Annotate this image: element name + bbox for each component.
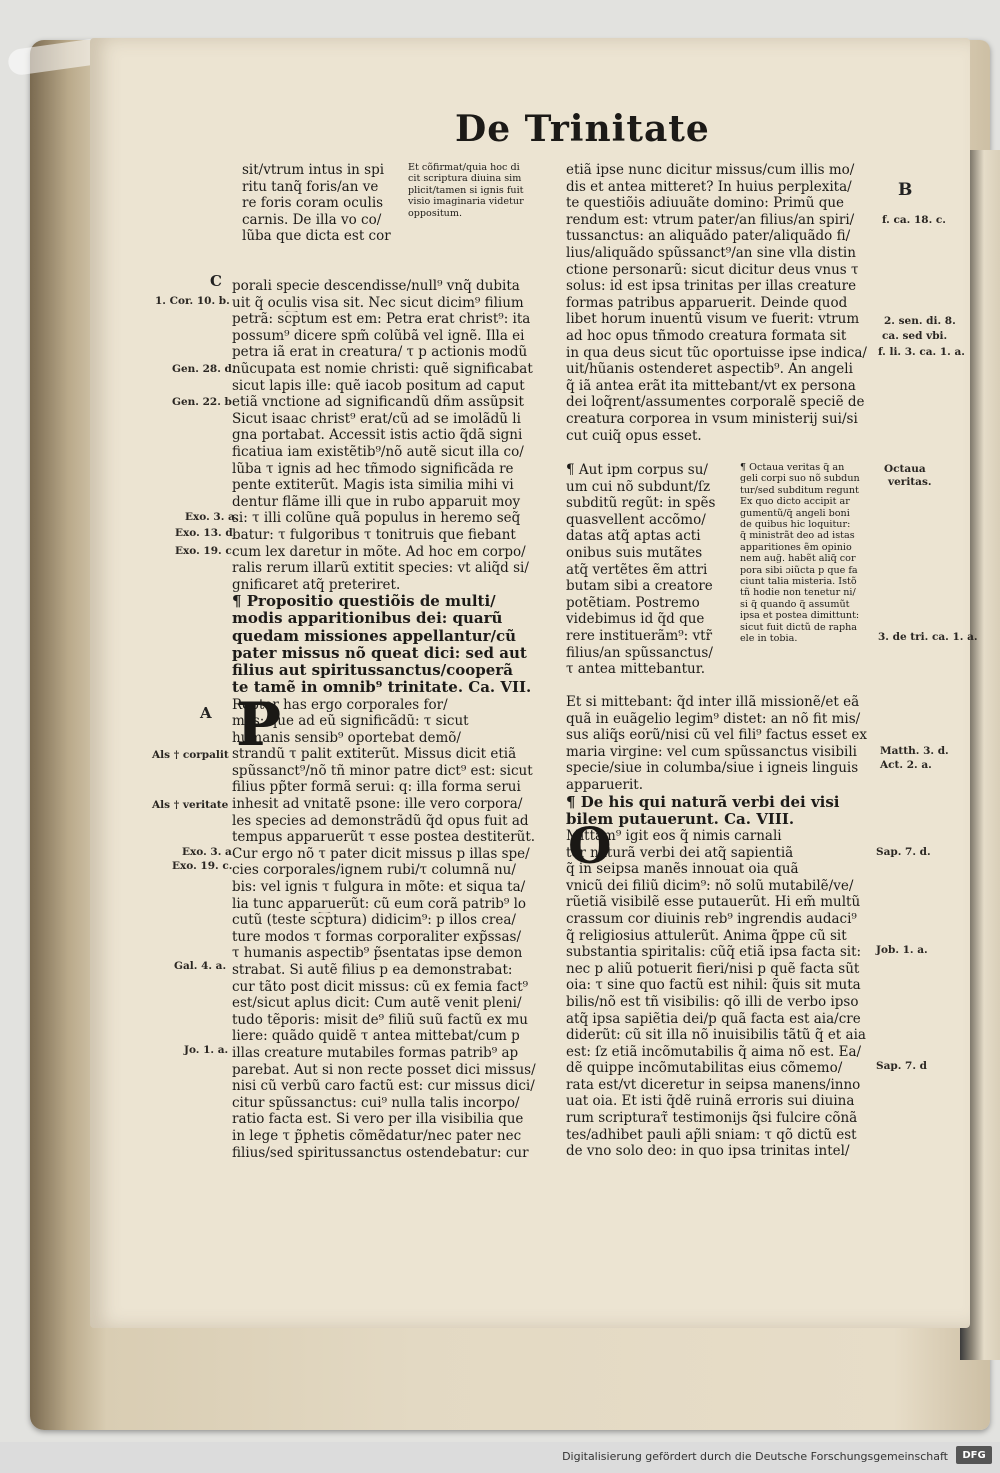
text-line: ter naturã verbi dei atq̃ sapientiã bbox=[566, 844, 794, 861]
margin-ref-detri: 3. de tri. ca. 1. a. bbox=[878, 631, 978, 643]
text-line: quasvellent accõmo/ bbox=[566, 511, 706, 528]
margin-ref-gen22: Gen. 22. b. bbox=[172, 396, 236, 408]
left-main-column bbox=[232, 278, 562, 1161]
text-line: specie/siue in columba/siue i igneis linguis bbox=[566, 760, 859, 777]
text-line: bis: vel ignis τ fulgura in mõte: et siqua ta/ bbox=[232, 879, 526, 896]
text-line: parebat. Aut si non recte posset dici missus/ bbox=[232, 1061, 536, 1078]
text-line: bilem putauerunt. Ca. VIII. bbox=[566, 810, 795, 828]
text-line: filius/sed spiritussanctus ostendebatur: cur bbox=[232, 1144, 529, 1161]
gloss-line: pora sibi ɔiũcta p que fa bbox=[740, 564, 858, 576]
gloss-line: tur/sed subditum regunt bbox=[740, 484, 859, 496]
margin-ref-job: Job. 1. a. bbox=[876, 944, 928, 956]
text-line: les species ad demonstrãdũ q̃d opus fuit ad bbox=[232, 812, 529, 829]
gloss-line: ciunt talia misteria. Istõ bbox=[740, 576, 857, 588]
text-line: rere instituerãm⁹: vtr̃ bbox=[566, 627, 713, 644]
text-line: τ humanis aspectib⁹ p̃sentatas ipse demon bbox=[232, 945, 523, 962]
text-line: pente extiterũt. Magis ista similia mihi vi bbox=[232, 477, 514, 494]
margin-ref-sap2: Sap. 7. d bbox=[876, 1060, 927, 1072]
text-line: um cui nõ subdunt/ſz bbox=[566, 478, 711, 495]
text-line: lũba que dicta est cor bbox=[242, 228, 391, 245]
gloss-line: q̃ ministrãt deo ad istas bbox=[740, 530, 855, 542]
text-line: Sicut isaac christ⁹ erat/cũ ad se imolãdũ li bbox=[232, 410, 521, 427]
text-line: liere: quãdo quidẽ τ antea mittebat/cum p bbox=[232, 1028, 520, 1045]
text-line: est/sicut aplus dicit: Cum autẽ venit pleni/ bbox=[232, 995, 522, 1012]
text-line: q̃ iã antea erãt ita mittebant/vt ex persona bbox=[566, 377, 856, 394]
margin-ref-matth: Matth. 3. d. bbox=[880, 745, 949, 757]
text-line: rum scripturaτ̃ testimonijs q̃si fulcire cõnã bbox=[566, 1110, 858, 1127]
margin-ref-gen28: Gen. 28. d. bbox=[172, 363, 236, 375]
text-line: ad hoc opus tñmodo creatura formata sit bbox=[566, 327, 847, 344]
text-line: quedam missiones appellantur/cũ bbox=[232, 627, 517, 645]
margin-ref-exo3a-2: Exo. 3. a. bbox=[182, 846, 236, 858]
text-line: tes/adhibet pauli ap̃li sniam: τ qõ dictũ est bbox=[566, 1126, 857, 1143]
text-line: Et si mittebant: q̃d inter illã missionẽ/et eã bbox=[566, 694, 860, 710]
text-line: butam sibi a creatore bbox=[566, 578, 713, 595]
margin-ref-gal: Gal. 4. a. bbox=[174, 960, 227, 972]
text-line: uit q̃ oculis visa sit. Nec sicut dicim⁹ filium bbox=[232, 294, 524, 311]
text-line: sicut lapis ille: quẽ iacob positum ad caput bbox=[232, 377, 525, 394]
text-line: est: ſz etiã incõmutabilis q̃ aima nõ est. Ea/ bbox=[566, 1043, 862, 1060]
text-line: filius aut spiritussanctus/cooperã bbox=[232, 662, 513, 680]
text-line: ¶ Aut ipm corpus su/ bbox=[566, 462, 708, 478]
text-line: filius/an spũssanctus/ bbox=[566, 644, 713, 661]
gloss-line: oppositum. bbox=[408, 207, 463, 219]
margin-ref-sap1: Sap. 7. d. bbox=[876, 846, 931, 858]
text-line: modis apparitionibus dei: quarũ bbox=[232, 610, 503, 628]
text-line: sit/vtrum intus in spi bbox=[242, 162, 385, 178]
text-line: q̃ in seipsa manẽs innouat oia quã bbox=[566, 861, 799, 878]
text-line: lũba τ ignis ad hec tñmodo significãda re bbox=[232, 460, 514, 477]
text-line: ¶ De his qui naturã verbi dei visi bbox=[566, 793, 840, 811]
text-line: possum⁹ dicere spm̃ colũbã vel ignẽ. Illa ei bbox=[232, 327, 525, 344]
text-line: datas atq̃ aptas acti bbox=[566, 528, 701, 545]
text-line: Cur ergo nõ τ pater dicit missus p illas spe/ bbox=[232, 845, 530, 862]
right-bottom-column bbox=[566, 694, 881, 1160]
text-line: ¶ Propositio questiõis de multi/ bbox=[232, 593, 496, 611]
text-line: te questiõis adiuuãte domino: Primũ que bbox=[566, 195, 845, 212]
text-line: re foris coram oculis bbox=[242, 195, 384, 212]
gloss-top bbox=[408, 162, 558, 219]
text-line: apparuerit. bbox=[566, 776, 644, 793]
text-line: nec p aliũ potuerit fieri/nisi p quẽ facta sũt bbox=[566, 960, 860, 977]
text-line: pater missus nõ queat dici: sed aut bbox=[232, 644, 527, 662]
text-line: dẽ quippe incõmutabilitas eius cõmemo/ bbox=[566, 1060, 843, 1077]
gloss-line: nem aug̃. habẽt aliq̃ cor bbox=[740, 553, 856, 565]
text-line: onibus suis mutãtes bbox=[566, 544, 703, 561]
text-line: τ antea mittebantur. bbox=[566, 661, 705, 678]
text-line: gnificaret atq̃ preteriret. bbox=[232, 576, 401, 593]
text-line: quã in euãgelio legim⁹ distet: an nõ fit mis/ bbox=[566, 710, 861, 727]
text-line: rendum est: vtrum pater/an filius/an spiri/ bbox=[566, 211, 855, 228]
text-line: ture modos τ formas corporaliter exp̃ssas/ bbox=[232, 928, 522, 945]
margin-ref-sed-vbi: ca. sed vbi. bbox=[882, 330, 948, 342]
text-line: maria virgine: vel cum spũssanctus visibili bbox=[566, 743, 857, 760]
text-line: q̃ religiosius attulerũt. Anima q̃ppe cũ sit bbox=[566, 927, 847, 944]
text-line: Mittam⁹ igit eos q̃ nimis carnali bbox=[566, 827, 782, 844]
text-line: si: τ illi colũne quã populus in heremo seq̃ bbox=[232, 510, 521, 527]
gloss-line: gumentũ/q̃ angeli boni bbox=[740, 507, 850, 519]
text-line: oia: τ sine quo factũ est nihil: q̃uis sit muta bbox=[566, 977, 861, 994]
margin-octaua: Octaua bbox=[884, 463, 926, 475]
text-line: dentur flãme illi que in rubo apparuit moy bbox=[232, 493, 521, 510]
text-line: cut cuiq̃ opus esset. bbox=[566, 427, 702, 444]
text-line: in lege τ p̃phetis cõmẽdatur/nec pater nec bbox=[232, 1127, 522, 1144]
gloss-line: tñ hodie non tenetur ni/ bbox=[740, 587, 856, 599]
text-line: ficatiua iam existẽtib⁹/nõ autẽ sicut illa co/ bbox=[232, 443, 524, 460]
text-line: cutũ (teste sc͡ptura) didicim⁹: p illos crea/ bbox=[232, 912, 516, 929]
text-line: tudo tẽporis: misit de⁹ filiũ suũ factũ ex mu bbox=[232, 1011, 528, 1028]
margin-veritas: veritas. bbox=[888, 476, 932, 488]
text-line: porali specie descendisse/null⁹ vnq̃ dubita bbox=[232, 278, 520, 294]
right-narrow-column bbox=[566, 462, 731, 678]
text-line: uit/hũanis ostenderet aspectib⁹. An angeli bbox=[566, 361, 853, 378]
margin-note-corpalit: Als † corpalit bbox=[152, 749, 229, 761]
text-line: vnicũ dei filiũ dicim⁹: nõ solũ mutabilẽ/ve/ bbox=[566, 877, 854, 894]
text-line: rũetiã visibilẽ esse putauerũt. Hi em̃ multũ bbox=[566, 894, 861, 911]
text-line: uat oia. Et isti q̃dẽ ruinã erroris sui diuina bbox=[566, 1093, 855, 1110]
dropcap-p: P bbox=[236, 690, 282, 760]
text-line: gna portabat. Accessit istis actio q̃dã signi bbox=[232, 427, 523, 444]
text-line: nisi cũ verbũ caro factũ est: cur missus dici/ bbox=[232, 1078, 535, 1095]
text-line: filius pp̃ter formã serui: q: illa forma serui bbox=[232, 779, 521, 796]
gloss-line: ¶ Octaua veritas q̃ an bbox=[740, 462, 845, 473]
text-line: atq̃ vertẽtes ẽm attri bbox=[566, 561, 708, 578]
margin-letter-a: A bbox=[200, 704, 212, 722]
text-line: lius/aliquãdo spũssanct⁹/an sine vlla distin bbox=[566, 244, 856, 261]
gloss-line: apparitiones ẽm opinio bbox=[740, 541, 852, 553]
text-line: petra iã erat in creatura/ τ p actionis modũ bbox=[232, 344, 528, 361]
text-line: libet horum inuentũ visum ve fuerit: vtrum bbox=[566, 311, 860, 328]
text-line: cur tãto post dicit missus: cũ ex femia fact⁹ bbox=[232, 978, 529, 995]
margin-ref-f4: f. li. 3. ca. 1. a. bbox=[878, 346, 965, 358]
text-line: dis et antea mitteret? In huius perplexita/ bbox=[566, 178, 852, 195]
text-line: humanis sensib⁹ oportebat demõ/ bbox=[232, 729, 461, 746]
text-line: de vno solo deo: in quo ipsa trinitas intel/ bbox=[566, 1143, 850, 1160]
text-line: lia tunc apparuerũt: cũ eum corã patrib⁹ lo bbox=[232, 895, 527, 912]
gloss-line: ipsa et postea dimittunt: bbox=[740, 610, 860, 622]
text-line: ctione personarũ: sicut dicitur deus vnus τ bbox=[566, 261, 859, 278]
text-line: strabat. Si autẽ filius p ea demonstrabat: bbox=[232, 962, 513, 978]
text-line: bilis/nõ est tñ visibilis: qõ illi de verbo ipso bbox=[566, 993, 859, 1010]
text-line: ratio facta est. Si vero per illa visibilia que bbox=[232, 1111, 524, 1128]
text-line: in qua deus sicut tũc oportuisse ipse indica/ bbox=[566, 344, 867, 361]
text-line: dei loq̃rent/assumentes corporalẽ speciẽ de bbox=[566, 394, 865, 411]
text-line: carnis. De illa vo co/ bbox=[242, 211, 382, 228]
margin-ref-exo19: Exo. 19. c. bbox=[175, 545, 236, 557]
text-line: cum lex daretur in mõte. Ad hoc em corpo/ bbox=[232, 543, 526, 560]
gloss-line: Ex quo dicto accipit ar bbox=[740, 496, 850, 508]
text-line: subditũ regũt: in spẽs bbox=[566, 495, 716, 512]
text-line: mas: que ad eũ significãdũ: τ sicut bbox=[232, 713, 469, 730]
margin-note-veritate: Als † veritate bbox=[152, 799, 229, 811]
gloss-line: plicit/tamen si ignis fuit bbox=[408, 184, 524, 196]
gloss-line: de quibus hic loquitur: bbox=[740, 519, 851, 531]
gloss-line: Et cõfirmat/quia hoc di bbox=[408, 162, 520, 173]
dfg-logo: DFG bbox=[956, 1446, 992, 1464]
text-line: te tamẽ in omnib⁹ trinitate. Ca. VII. bbox=[232, 679, 532, 697]
text-line: petrã: sc͡ptum est em: Petra erat christ⁹: ita bbox=[232, 311, 531, 328]
text-line: etiã ipse nunc dicitur missus/cum illis mo/ bbox=[566, 162, 855, 178]
text-line: crassum cor diuinis reb⁹ ingrendis audaci⁹ bbox=[566, 910, 857, 927]
text-line: spũssanct⁹/nõ tñ minor patre dict⁹ est: sicut bbox=[232, 762, 533, 779]
text-line: ralis rerum illarũ extitit species: vt aliq̃d si/ bbox=[232, 560, 529, 577]
text-line: etiã vnctione ad significandũ dñm assũpsit bbox=[232, 394, 524, 411]
text-line: sus aliq̃s eorũ/nisi cũ vel fili⁹ factus esset ex bbox=[566, 727, 867, 744]
margin-ref-act: Act. 2. a. bbox=[880, 759, 932, 771]
text-line: atq̃ ipsa sapiẽtia dei/p quã facta est aia/cre bbox=[566, 1010, 861, 1027]
text-line: solus: id est ipsa trinitas per illas creature bbox=[566, 278, 857, 295]
gloss-line: sicut fuit dictũ de rapha bbox=[740, 621, 858, 633]
text-line: Ropter has ergo corporales for/ bbox=[232, 696, 448, 713]
text-line: cies corporales/ignem rubi/τ columnã nu/ bbox=[232, 862, 516, 879]
section-letter: B bbox=[898, 180, 913, 200]
dropcap-o: O bbox=[568, 816, 612, 875]
text-line: potẽtiam. Postremo bbox=[566, 594, 700, 611]
text-line: tempus apparuerũt τ esse postea destiterũt. bbox=[232, 829, 536, 846]
text-line: batur: τ fulgoribus τ tonitruis que fiebant bbox=[232, 526, 516, 543]
right-top-column bbox=[566, 162, 881, 444]
text-line: videbimus id q̃d que bbox=[566, 611, 705, 628]
gloss-octaua bbox=[740, 462, 880, 645]
text-line: inhesit ad vnitatẽ psone: ille vero corpora/ bbox=[232, 796, 523, 813]
text-line: illas creature mutabiles formas patrib⁹ ap bbox=[232, 1044, 519, 1061]
margin-ref-exo3a: Exo. 3. a. bbox=[185, 511, 239, 523]
gloss-line: si q̃ quando q̃ assumũt bbox=[740, 598, 850, 610]
gloss-line: geli corpi suo nõ subdun bbox=[740, 473, 860, 485]
gloss-line: visio imaginaria videtur bbox=[408, 196, 524, 208]
text-line: diderũt: cũ sit illa nõ inuisibilis tãtũ q̃ et aia bbox=[566, 1027, 866, 1044]
margin-letter-c: C bbox=[210, 272, 222, 290]
text-line: nũcupata est nomie christi: quẽ significabat bbox=[232, 360, 533, 377]
text-line: strandũ τ palit extiterũt. Missus dicit etiã bbox=[232, 746, 517, 763]
footer-credit: Digitalisierung gefördert durch die Deutsche Forschungsgemeinschaft bbox=[562, 1450, 948, 1463]
gloss-line: cit scriptura diuina sim bbox=[408, 173, 522, 185]
text-line: ritu tanq̃ foris/an ve bbox=[242, 178, 379, 195]
margin-ref-jo: Jo. 1. a. bbox=[184, 1044, 229, 1056]
text-line: substantia spiritalis: cũq̃ etiã ipsa facta sit: bbox=[566, 944, 862, 961]
margin-ref-exo19c-2: Exo. 19. c. bbox=[172, 860, 233, 872]
gloss-line: ele in tobia. bbox=[740, 633, 798, 645]
margin-ref-sen: 2. sen. di. 8. bbox=[884, 315, 956, 327]
margin-ref-exo13: Exo. 13. d. bbox=[175, 527, 237, 539]
margin-ref-cor: 1. Cor. 10. b. bbox=[155, 295, 230, 307]
text-line: tussanctus: an aliquãdo pater/aliquãdo fi/ bbox=[566, 228, 851, 245]
text-line: citur spũssanctus: cui⁹ nulla talis incorpo/ bbox=[232, 1094, 520, 1111]
text-line: creatura corporea in vsum ministerij sui/si bbox=[566, 410, 858, 427]
margin-ref-f1: f. ca. 18. c. bbox=[882, 214, 946, 226]
page-title: De Trinitate bbox=[455, 108, 710, 150]
text-line: rata est/vt diceretur in seipsa manens/inno bbox=[566, 1076, 861, 1093]
text-line: formas patribus apparuerit. Deinde quod bbox=[566, 294, 848, 311]
left-top-column bbox=[242, 162, 402, 245]
